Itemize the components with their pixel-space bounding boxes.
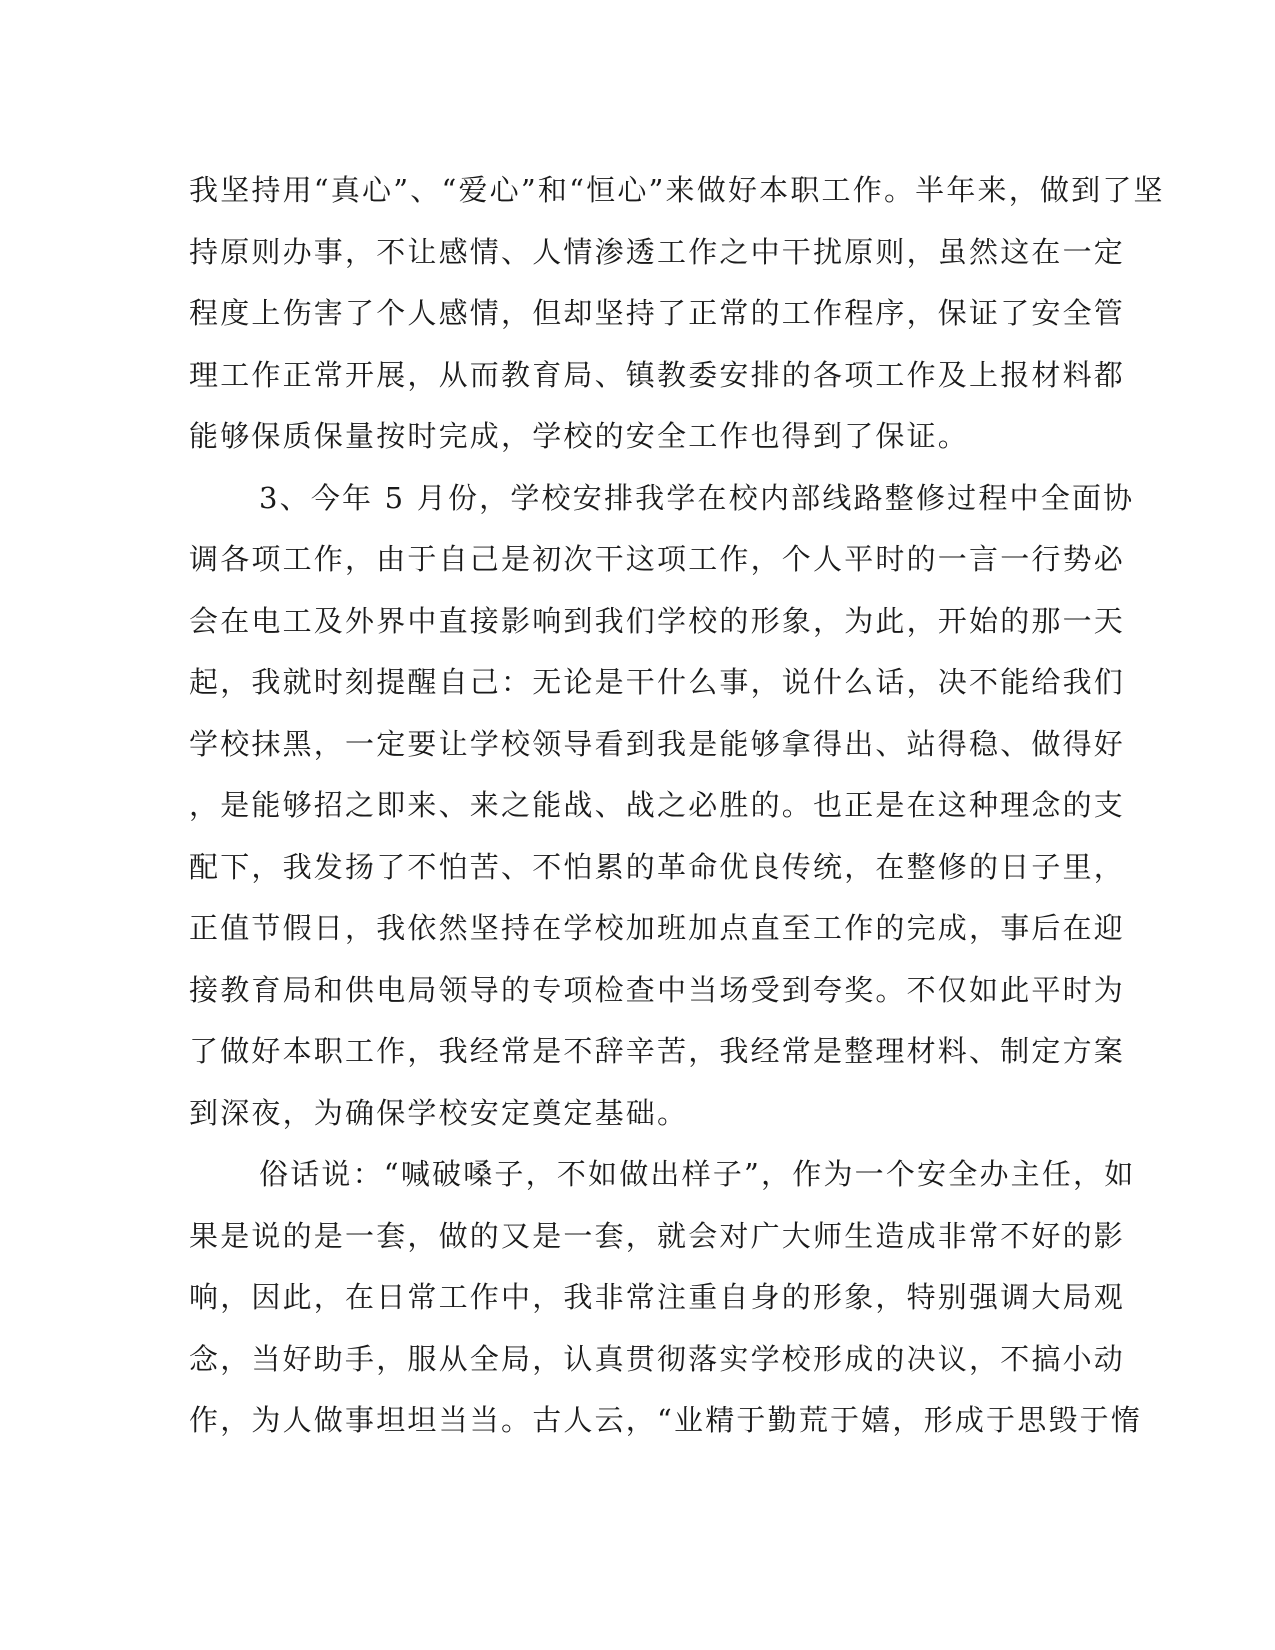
body-text — [189, 160, 1165, 1452]
text-line: 我坚持用“真心”、“爱心”和“恒心”来做好本职工作。半年来，做到了坚 — [189, 173, 1165, 207]
text-line: 念，当好助手，服从全局，认真贯彻落实学校形成的决议，不搞小动 — [189, 1341, 1126, 1376]
text-line: 起，我就时刻提醒自己：无论是干什么事，说什么话，决不能给我们 — [189, 665, 1126, 699]
text-line: 能够保质保量按时完成，学校的安全工作也得到了保证。 — [189, 419, 970, 453]
text-line: 程度上伤害了个人感情，但却坚持了正常的工作程序，保证了安全管 — [189, 296, 1126, 330]
text-line: 到深夜，为确保学校安定奠定基础。 — [189, 1095, 689, 1130]
text-line: ，是能够招之即来、来之能战、战之必胜的。也正是在这种理念的支 — [189, 788, 1126, 822]
text-line: 持原则办事，不让感情、人情渗透工作之中干扰原则，虽然这在一定 — [189, 234, 1126, 269]
paragraph-start-line: 3、今年 5 月份，学校安排我学在校内部线路整修过程中全面协 — [259, 480, 1135, 515]
text-line: 配下，我发扬了不怕苦、不怕累的革命优良传统，在整修的日子里， — [189, 849, 1126, 884]
text-line: 果是说的是一套，做的又是一套，就会对广大师生造成非常不好的影 — [189, 1218, 1126, 1253]
text-line: 学校抹黑，一定要让学校领导看到我是能够拿得出、站得稳、做得好 — [189, 726, 1126, 761]
paragraph-start-line: 俗话说：“喊破嗓子，不如做出样子”，作为一个安全办主任，如 — [259, 1157, 1136, 1191]
text-line: 了做好本职工作，我经常是不辞辛苦，我经常是整理材料、制定方案 — [189, 1034, 1126, 1068]
text-line: 接教育局和供电局领导的专项检查中当场受到夸奖。不仅如此平时为 — [189, 972, 1126, 1007]
text-line: 作，为人做事坦坦当当。古人云，“业精于勤荒于嬉，形成于思毁于惰 — [189, 1403, 1143, 1437]
text-line: 会在电工及外界中直接影响到我们学校的形象，为此，开始的那一天 — [189, 603, 1126, 638]
text-line: 响，因此，在日常工作中，我非常注重自身的形象，特别强调大局观 — [189, 1280, 1126, 1314]
text-line: 正值节假日，我依然坚持在学校加班加点直至工作的完成，事后在迎 — [189, 911, 1126, 945]
text-line: 调各项工作，由于自己是初次干这项工作，个人平时的一言一行势必 — [189, 542, 1126, 576]
text-line: 理工作正常开展，从而教育局、镇教委安排的各项工作及上报材料都 — [189, 357, 1126, 392]
